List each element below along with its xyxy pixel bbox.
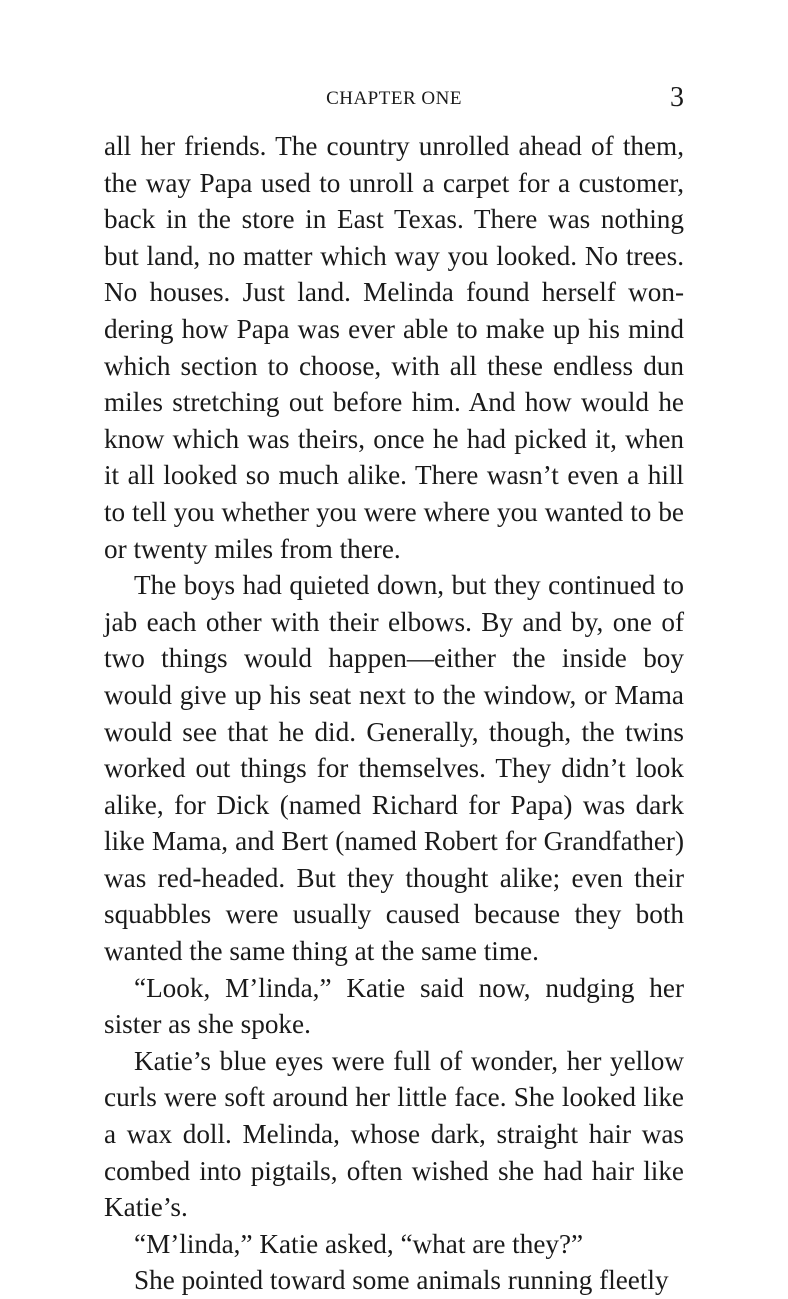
paragraph: “Look, M’linda,” Katie said now, nudging her sister as she spoke. — [104, 972, 684, 1040]
running-head — [104, 82, 684, 122]
paragraph: all her friends. The country unrolled ahead of them, the way Papa used to unroll a carpet for a customer, back in the store in East Texas. There was nothing but land, no matter which way you looked. No trees. No houses. Just land. Melinda found herself won-dering how Papa was ever able to make up his mind which section to choose, with all these endless dun miles stretching out before him. And how would he know which was theirs, once he had picked it, when it all looked so much alike. There wasn’t even a hill to tell you whether you were where you wanted to be or twenty miles from there. — [104, 131, 684, 564]
paragraph: Katie’s blue eyes were full of wonder, her yellow curls were soft around her little face. She looked like a wax doll. Melinda, whose dark, straight hair was combed into pigtails, often wished she had hair like Katie’s. — [104, 1045, 684, 1223]
paragraph: The boys had quieted down, but they continued to jab each other with their elbows. By and by, one of two things would happen—either the inside boy would give up his seat next to the window, or Mama would see that he did. Generally, though, the twins worked out things for themselves. They didn’t look alike, for Dick (named Richard for Papa) was dark like Mama, and Bert (named Robert for Grandfather) was red-headed. But they thought alike; even their squabbles were usually caused because they both wanted the same thing at the same time. — [104, 570, 684, 967]
paragraph: She pointed toward some animals running fleetly — [134, 1265, 669, 1296]
page-number: 3 — [670, 82, 684, 113]
body-text — [104, 128, 684, 1299]
paragraph: “M’linda,” Katie asked, “what are they?” — [134, 1228, 584, 1259]
chapter-title: CHAPTER ONE — [326, 88, 462, 109]
